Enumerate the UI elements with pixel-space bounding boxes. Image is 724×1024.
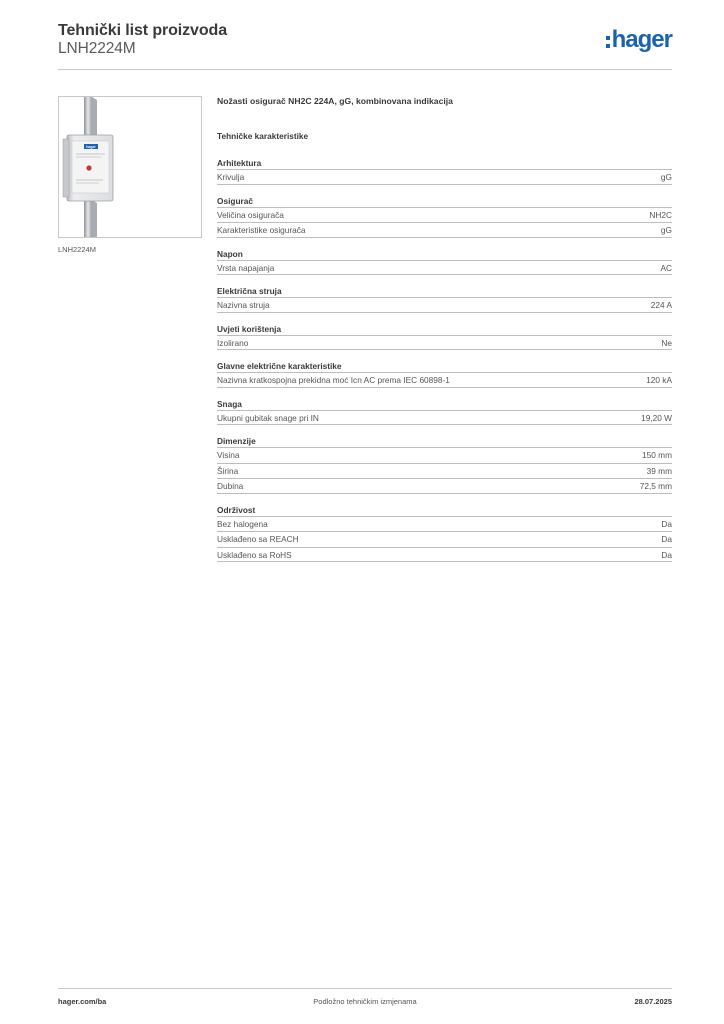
footer-date: 28.07.2025 (634, 997, 672, 1006)
product-code: LNH2224M (58, 40, 136, 57)
spec-value: 120 kA (646, 375, 672, 385)
spec-row (217, 222, 672, 238)
svg-text:hager: hager (86, 145, 96, 149)
spec-group-title: Glavne električne karakteristike (217, 361, 342, 371)
spec-value: 224 A (650, 300, 672, 310)
spec-label: Nazivna kratkospojna prekidna moć Icn AC prema IEC 60898-1 (217, 375, 450, 385)
spec-value: 150 mm (642, 450, 672, 460)
spec-group (217, 323, 672, 351)
group-spacer (217, 350, 672, 360)
spec-group-title: Dimenzije (217, 436, 256, 446)
spec-row (217, 463, 672, 479)
group-spacer (217, 275, 672, 285)
logo-text: hager (611, 26, 672, 53)
spec-label: Bez halogena (217, 518, 268, 529)
spec-group-title: Arhitektura (217, 158, 262, 168)
spec-row (217, 478, 672, 494)
footer-website-link[interactable]: hager.com/ba (58, 997, 107, 1006)
page-header (58, 20, 672, 70)
spec-label: Usklađeno sa REACH (217, 534, 299, 544)
spec-value: Da (661, 518, 672, 529)
spec-value: Ne (661, 337, 672, 348)
image-caption: LNH2224M (58, 245, 96, 254)
spec-rows (217, 169, 672, 185)
spec-row (217, 169, 672, 185)
spec-value: Da (661, 534, 672, 544)
logo-colon-icon (606, 36, 610, 48)
spec-row (217, 516, 672, 532)
spec-rows (217, 447, 672, 494)
product-image (58, 96, 202, 238)
spec-label: Ukupni gubitak snage pri IN (217, 412, 319, 423)
spec-value: gG (660, 225, 672, 235)
spec-label: Usklađeno sa RoHS (217, 549, 292, 560)
spec-row (217, 547, 672, 563)
page-title: Tehnički list proizvoda (58, 22, 227, 39)
spec-label: Izolirano (217, 337, 249, 348)
group-spacer (217, 185, 672, 195)
spec-value: 39 mm (646, 465, 672, 476)
spec-value: AC (660, 262, 672, 273)
group-spacer (217, 562, 672, 572)
spec-group-title: Snaga (217, 398, 242, 409)
group-spacer (217, 494, 672, 504)
spec-rows (217, 207, 672, 238)
spec-value: NH2C (649, 209, 672, 220)
spec-row (217, 410, 672, 426)
spec-label: Krivulja (217, 172, 245, 182)
spec-value: gG (660, 172, 672, 182)
spec-group-title: Održivost (217, 504, 256, 515)
footer-note: Podložno tehničkim izmjenama (313, 997, 417, 1006)
specs-content (217, 96, 672, 572)
spec-rows (217, 372, 672, 388)
spec-rows (217, 260, 672, 276)
spec-value: 72,5 mm (639, 481, 672, 491)
spec-value: Da (661, 549, 672, 560)
spec-label: Karakteristike osigurača (217, 225, 306, 235)
spec-label: Visina (217, 450, 240, 460)
spec-group (217, 435, 672, 494)
spec-rows (217, 297, 672, 313)
spec-row (217, 297, 672, 313)
spec-group (217, 360, 672, 388)
spec-rows (217, 410, 672, 426)
spec-rows (217, 516, 672, 563)
product-description: Nožasti osigurač NH2C 224A, gG, kombinovana indikacija (217, 96, 453, 106)
spec-group-title: Napon (217, 248, 243, 259)
spec-row (217, 447, 672, 463)
spec-row (217, 372, 672, 388)
spec-groups (217, 157, 672, 572)
page-footer (58, 988, 672, 1012)
spec-group (217, 195, 672, 238)
fuse-illustration-icon (59, 97, 202, 238)
spec-group-title: Osigurač (217, 195, 253, 206)
group-spacer (217, 313, 672, 323)
spec-row (217, 335, 672, 351)
spec-row (217, 207, 672, 223)
hager-logo[interactable] (606, 27, 672, 53)
group-spacer (217, 238, 672, 248)
group-spacer (217, 425, 672, 435)
spec-group-title: Električna struja (217, 286, 282, 296)
spec-label: Dubina (217, 481, 244, 491)
spec-group (217, 398, 672, 426)
spec-rows (217, 335, 672, 351)
group-spacer (217, 388, 672, 398)
spec-group-title: Uvjeti korištenja (217, 323, 282, 334)
spec-group (217, 504, 672, 563)
spec-value: 19,20 W (641, 412, 672, 423)
spec-row (217, 260, 672, 276)
spec-label: Vrsta napajanja (217, 262, 275, 273)
spec-label: Veličina osigurača (217, 209, 284, 220)
spec-group (217, 157, 672, 185)
spec-row (217, 531, 672, 547)
specs-title: Tehničke karakteristike (217, 131, 309, 141)
spec-label: Širina (217, 465, 239, 476)
spec-group (217, 285, 672, 313)
spec-label: Nazivna struja (217, 300, 270, 310)
spec-group (217, 248, 672, 276)
